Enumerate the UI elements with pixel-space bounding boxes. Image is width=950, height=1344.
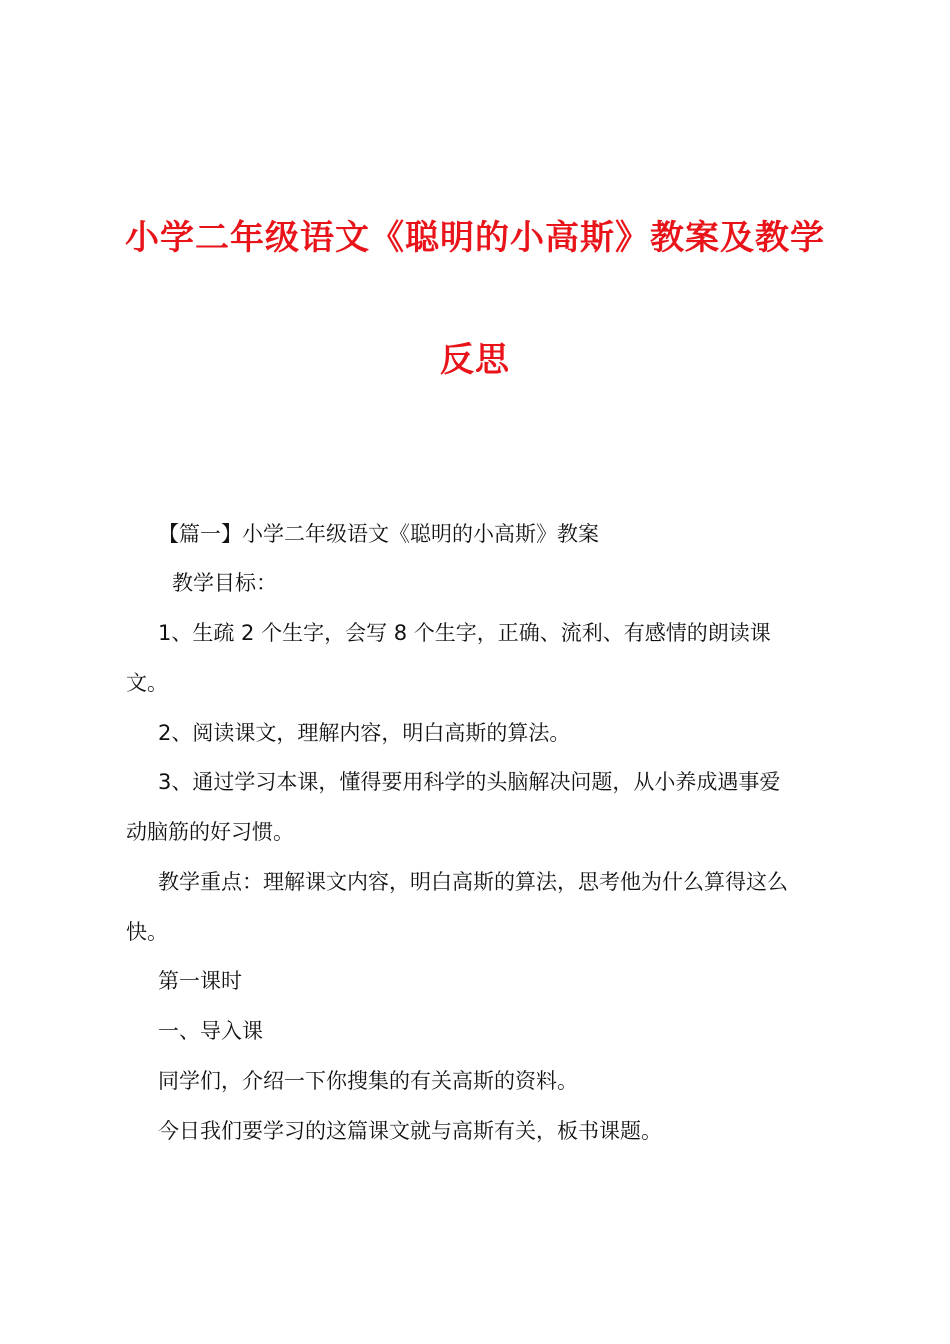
section-heading: 【篇一】小学二年级语文《聪明的小高斯》教案: [158, 522, 599, 546]
step-1-text-1: 同学们，介绍一下你搜集的有关高斯的资料。: [158, 1069, 578, 1093]
document-title-line-2: 反思: [440, 340, 510, 380]
keypoint-line-1: 教学重点：理解课文内容，明白高斯的算法，思考他为什么算得这么: [158, 870, 788, 894]
document-title-line-1: 小学二年级语文《聪明的小高斯》教案及教学: [125, 218, 825, 258]
objective-1-line-1: 1、生疏 2 个生字，会写 8 个生字，正确、流利、有感情的朗读课: [158, 621, 771, 645]
objective-3-line-2: 动脑筋的好习惯。: [126, 820, 294, 844]
lesson-label: 第一课时: [158, 969, 242, 993]
step-1-label: 一、导入课: [158, 1019, 263, 1043]
keypoint-line-2: 快。: [126, 920, 168, 944]
step-1-text-2: 今日我们要学习的这篇课文就与高斯有关，板书课题。: [158, 1119, 662, 1143]
objective-2: 2、阅读课文，理解内容，明白高斯的算法。: [158, 721, 571, 745]
objectives-label: 教学目标：: [172, 571, 277, 595]
objective-3-line-1: 3、通过学习本课，懂得要用科学的头脑解决问题，从小养成遇事爱: [158, 770, 781, 794]
objective-1-line-2: 文。: [126, 671, 168, 695]
